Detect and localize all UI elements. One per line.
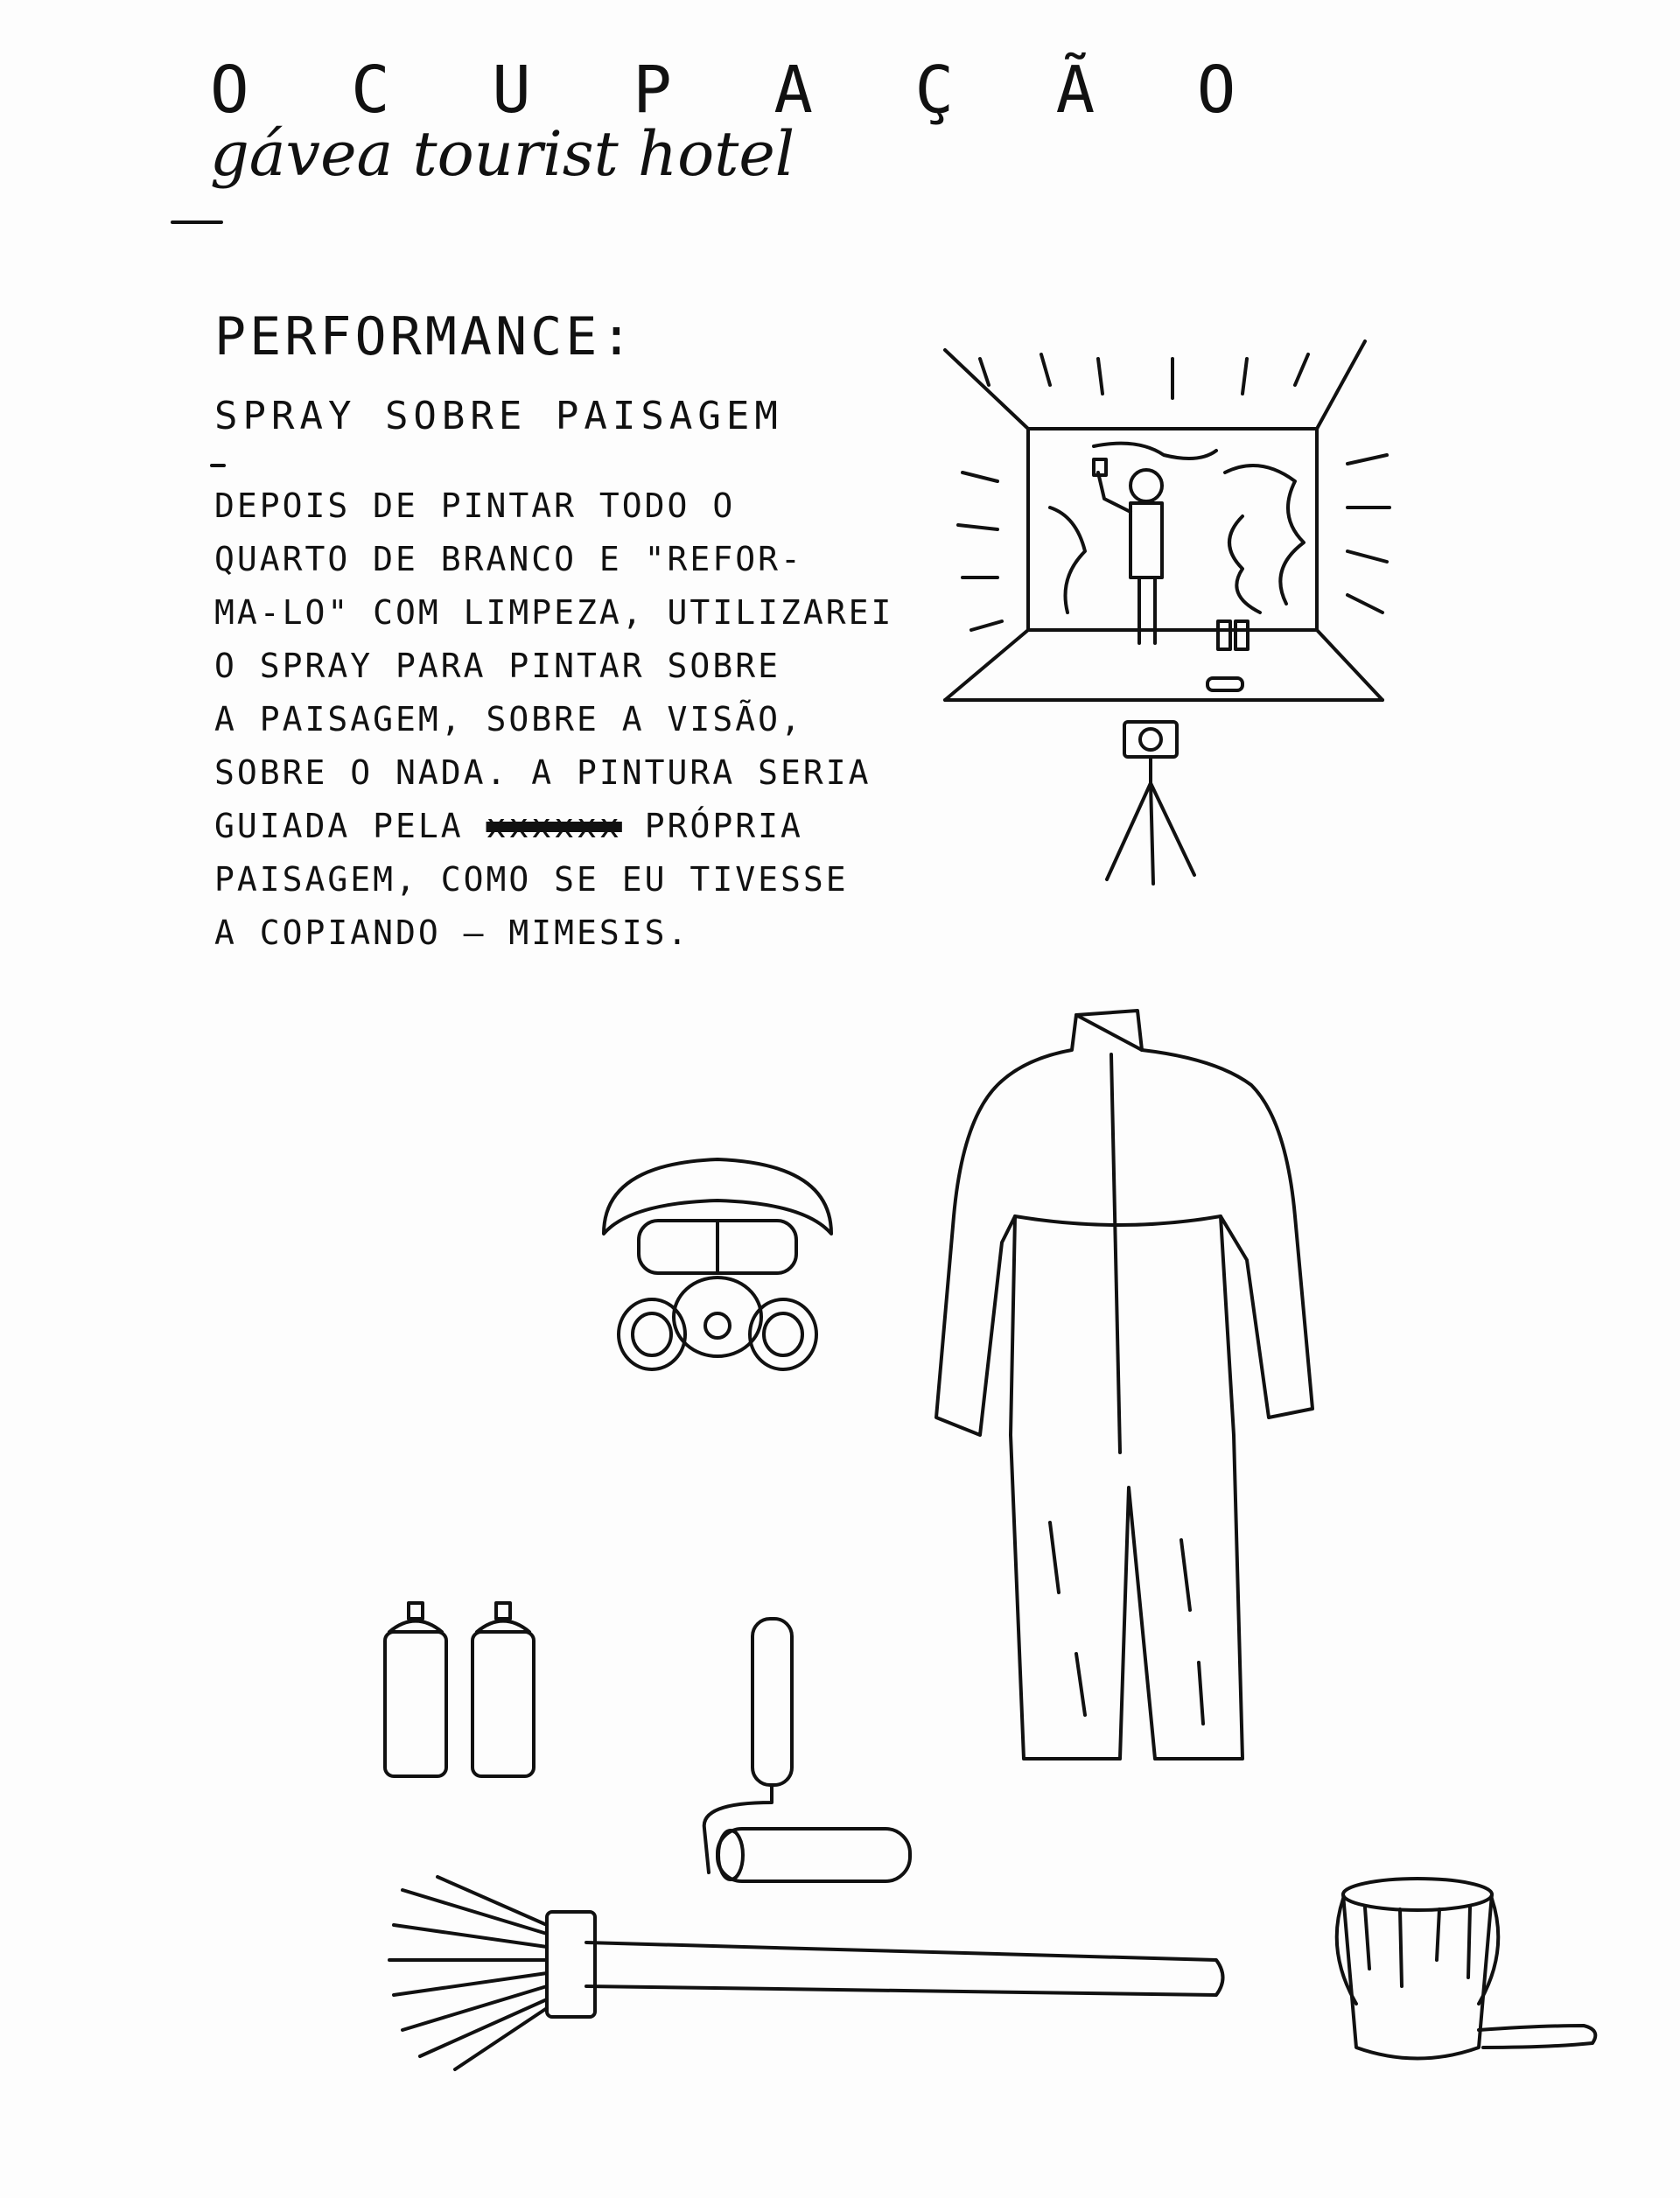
- body-line: PRÓPRIA: [644, 807, 803, 845]
- section-heading: PERFORMANCE:: [214, 306, 636, 368]
- page-title: O C U P A Ç Ã O: [210, 52, 1268, 128]
- broom-illustration: [385, 1872, 1225, 2082]
- section-subheading: SPRAY SOBRE PAISAGEM: [214, 394, 783, 438]
- body-line: DEPOIS DE PINTAR TODO O: [214, 486, 736, 525]
- body-line: QUARTO DE BRANCO E "REFOR-: [214, 540, 803, 578]
- body-line: SOBRE O NADA. A PINTURA SERIA: [214, 753, 872, 792]
- body-line: MA-LO" COM LIMPEZA, UTILIZAREI: [214, 593, 894, 632]
- struck-word: xxxxxx: [486, 807, 622, 845]
- body-line: PAISAGEM, COMO SE EU TIVESSE: [214, 860, 849, 899]
- page-subtitle: gávea tourist hotel: [210, 118, 795, 190]
- camera-tripod-illustration: [1085, 713, 1225, 888]
- coverall-illustration: [919, 998, 1321, 1768]
- body-line: A COPIANDO — MIMESIS.: [214, 914, 690, 952]
- paint-bucket-illustration: [1330, 1872, 1610, 2074]
- body-line: O SPRAY PARA PINTAR SOBRE: [214, 647, 780, 685]
- spray-cans-illustration: [372, 1592, 556, 1785]
- body-line: A PAISAGEM, SOBRE A VISÃO,: [214, 700, 803, 738]
- paint-roller-illustration: [682, 1610, 919, 1899]
- gas-mask-illustration: [586, 1138, 849, 1391]
- section-body: [214, 480, 893, 960]
- subheading-dash: [210, 464, 226, 467]
- body-line: GUIADA PELA: [214, 807, 464, 845]
- title-dash: [171, 220, 223, 224]
- room-scene-illustration: [910, 332, 1400, 735]
